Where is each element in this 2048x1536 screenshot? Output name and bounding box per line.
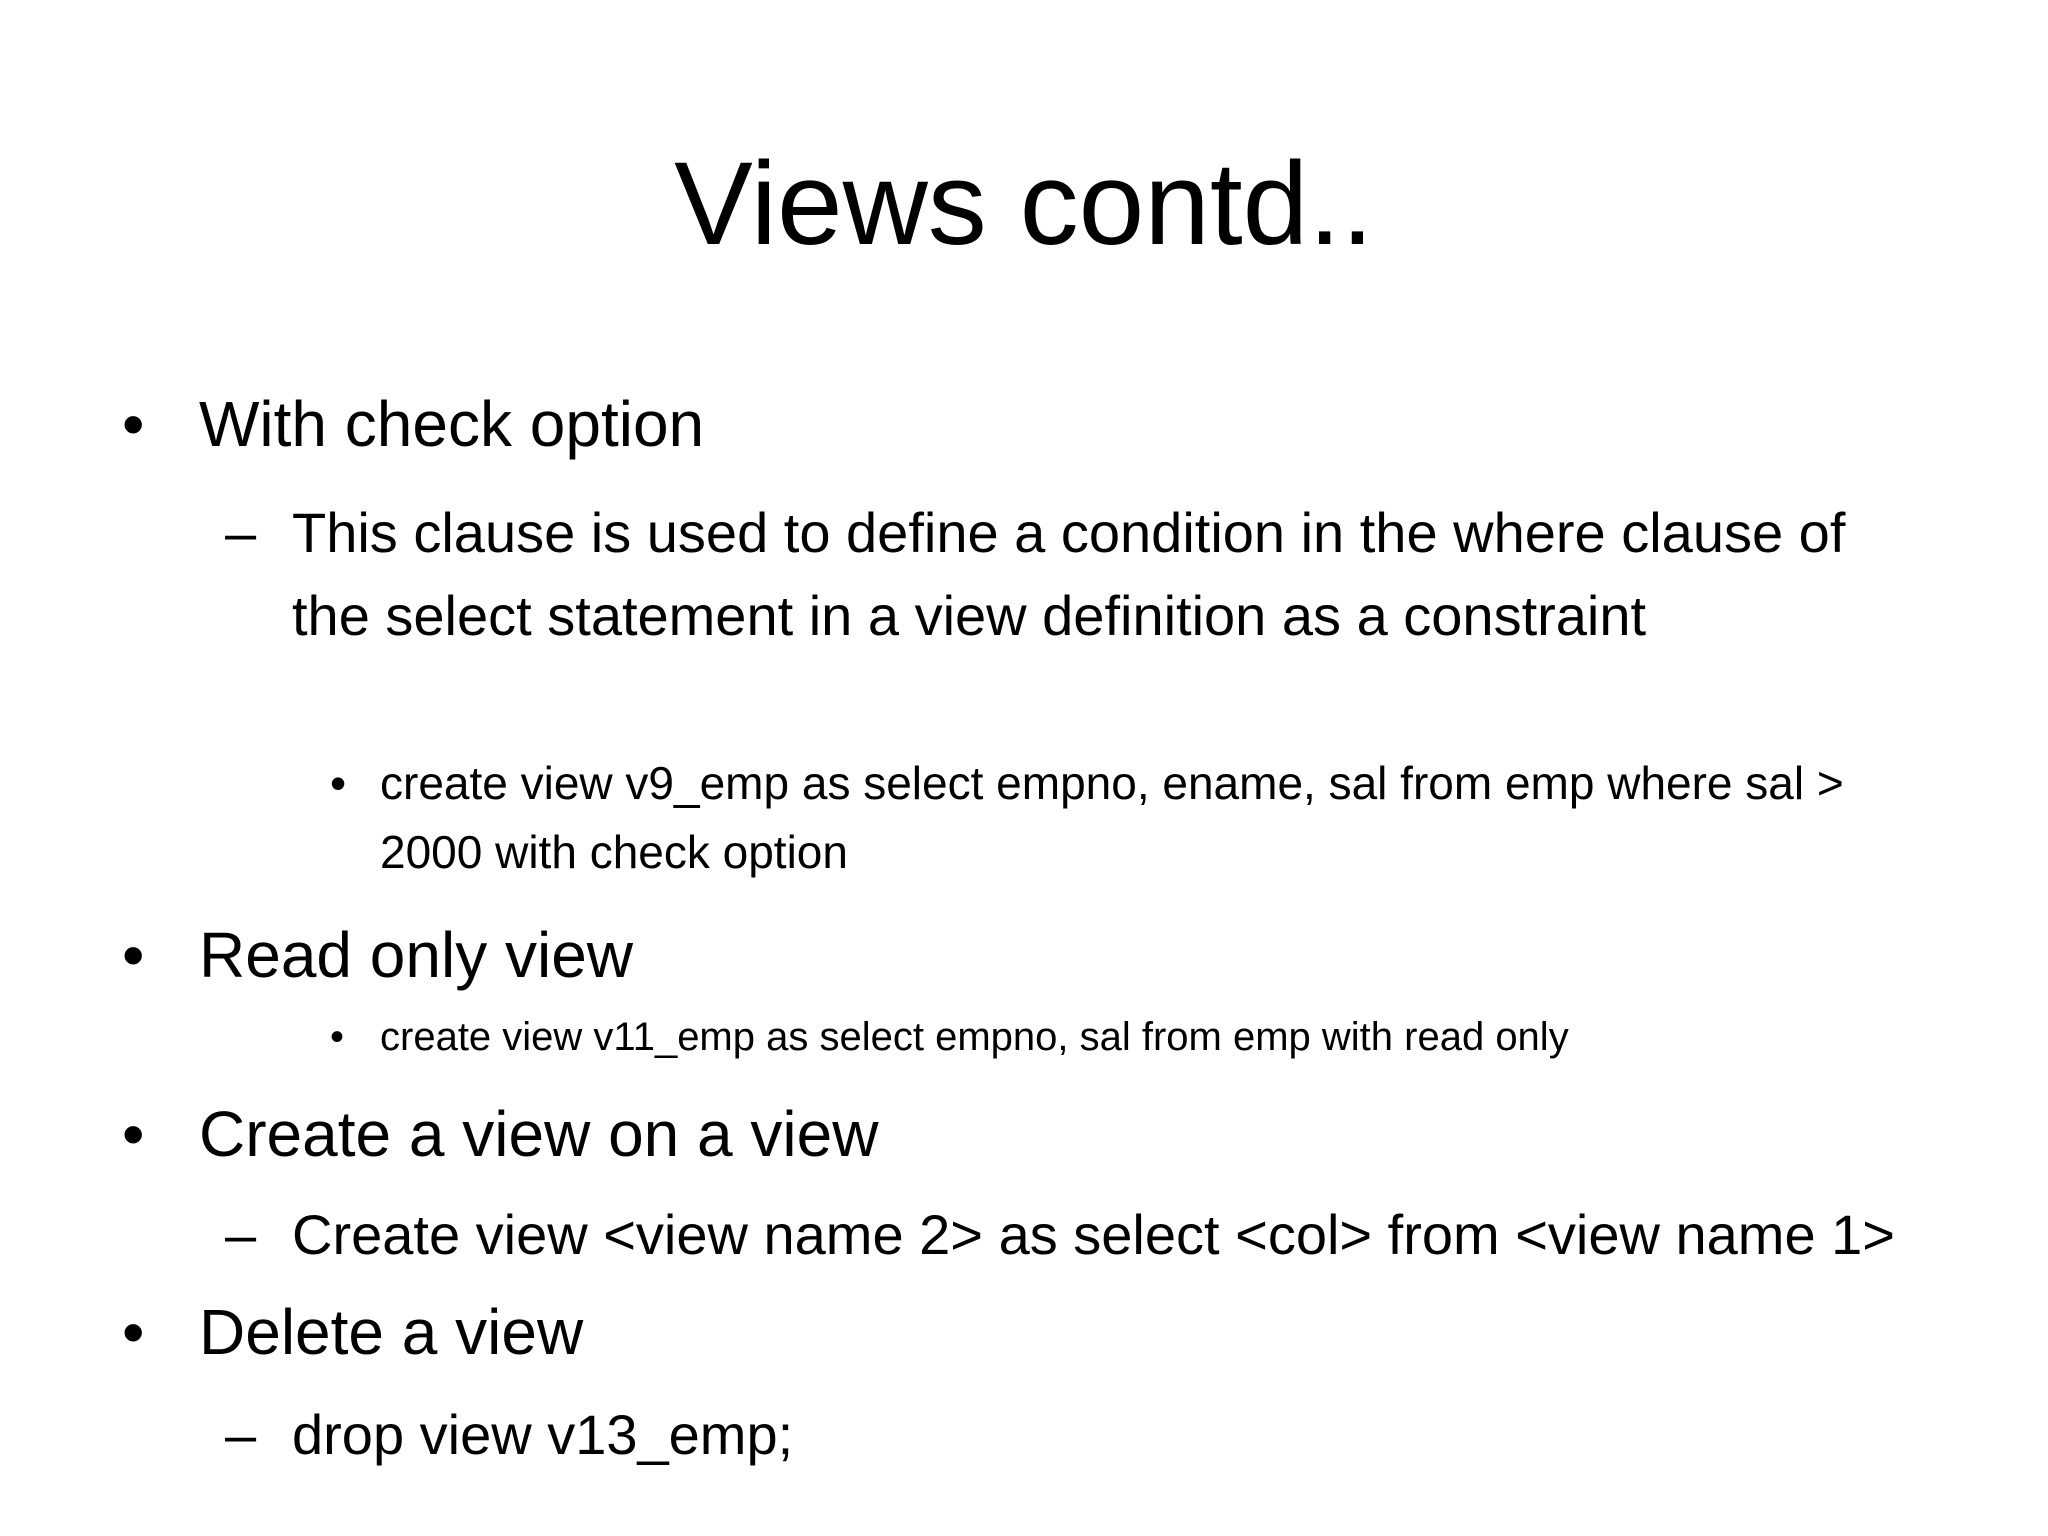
bullet-marker: • [122, 1296, 145, 1368]
bullet-marker: • [330, 757, 347, 809]
bullet-text: Create a view on a view [199, 1098, 879, 1170]
bullet-text: Delete a view [199, 1296, 584, 1368]
bullet-marker: • [122, 388, 145, 460]
example-read-only-view [330, 1007, 1980, 1067]
bullet-marker: • [122, 1098, 145, 1170]
sub-bullet-check-option-description [225, 491, 1865, 657]
example-text: create view v11_emp as select empno, sal from emp with read only [380, 1015, 1569, 1059]
sub-bullet-text: Create view <view name 2> as select <col> from <view name 1> [292, 1203, 1895, 1266]
bullet-read-only-view [122, 914, 1962, 996]
example-check-option [330, 749, 1940, 887]
dash-marker: – [225, 501, 257, 564]
dash-marker: – [225, 1403, 257, 1466]
bullet-marker: • [330, 1015, 345, 1059]
sub-bullet-text: drop view v13_emp; [292, 1403, 794, 1466]
sub-bullet-create-view-syntax [225, 1193, 1965, 1276]
bullet-text: With check option [199, 388, 705, 460]
dash-marker: – [225, 1203, 257, 1266]
sub-bullet-drop-view [225, 1393, 1865, 1476]
sub-bullet-text: This clause is used to define a condition in the where clause of the select statement in a view definition as a constraint [292, 501, 1846, 647]
bullet-create-view-on-view [122, 1093, 1962, 1175]
bullet-marker: • [122, 919, 145, 991]
bullet-with-check-option [122, 383, 1962, 465]
bullet-text: Read only view [199, 919, 633, 991]
bullet-delete-view [122, 1291, 1962, 1373]
slide-title: Views contd.. [674, 138, 1374, 270]
example-text: create view v9_emp as select empno, ename, sal from emp where sal > 2000 with check option [380, 757, 1844, 878]
